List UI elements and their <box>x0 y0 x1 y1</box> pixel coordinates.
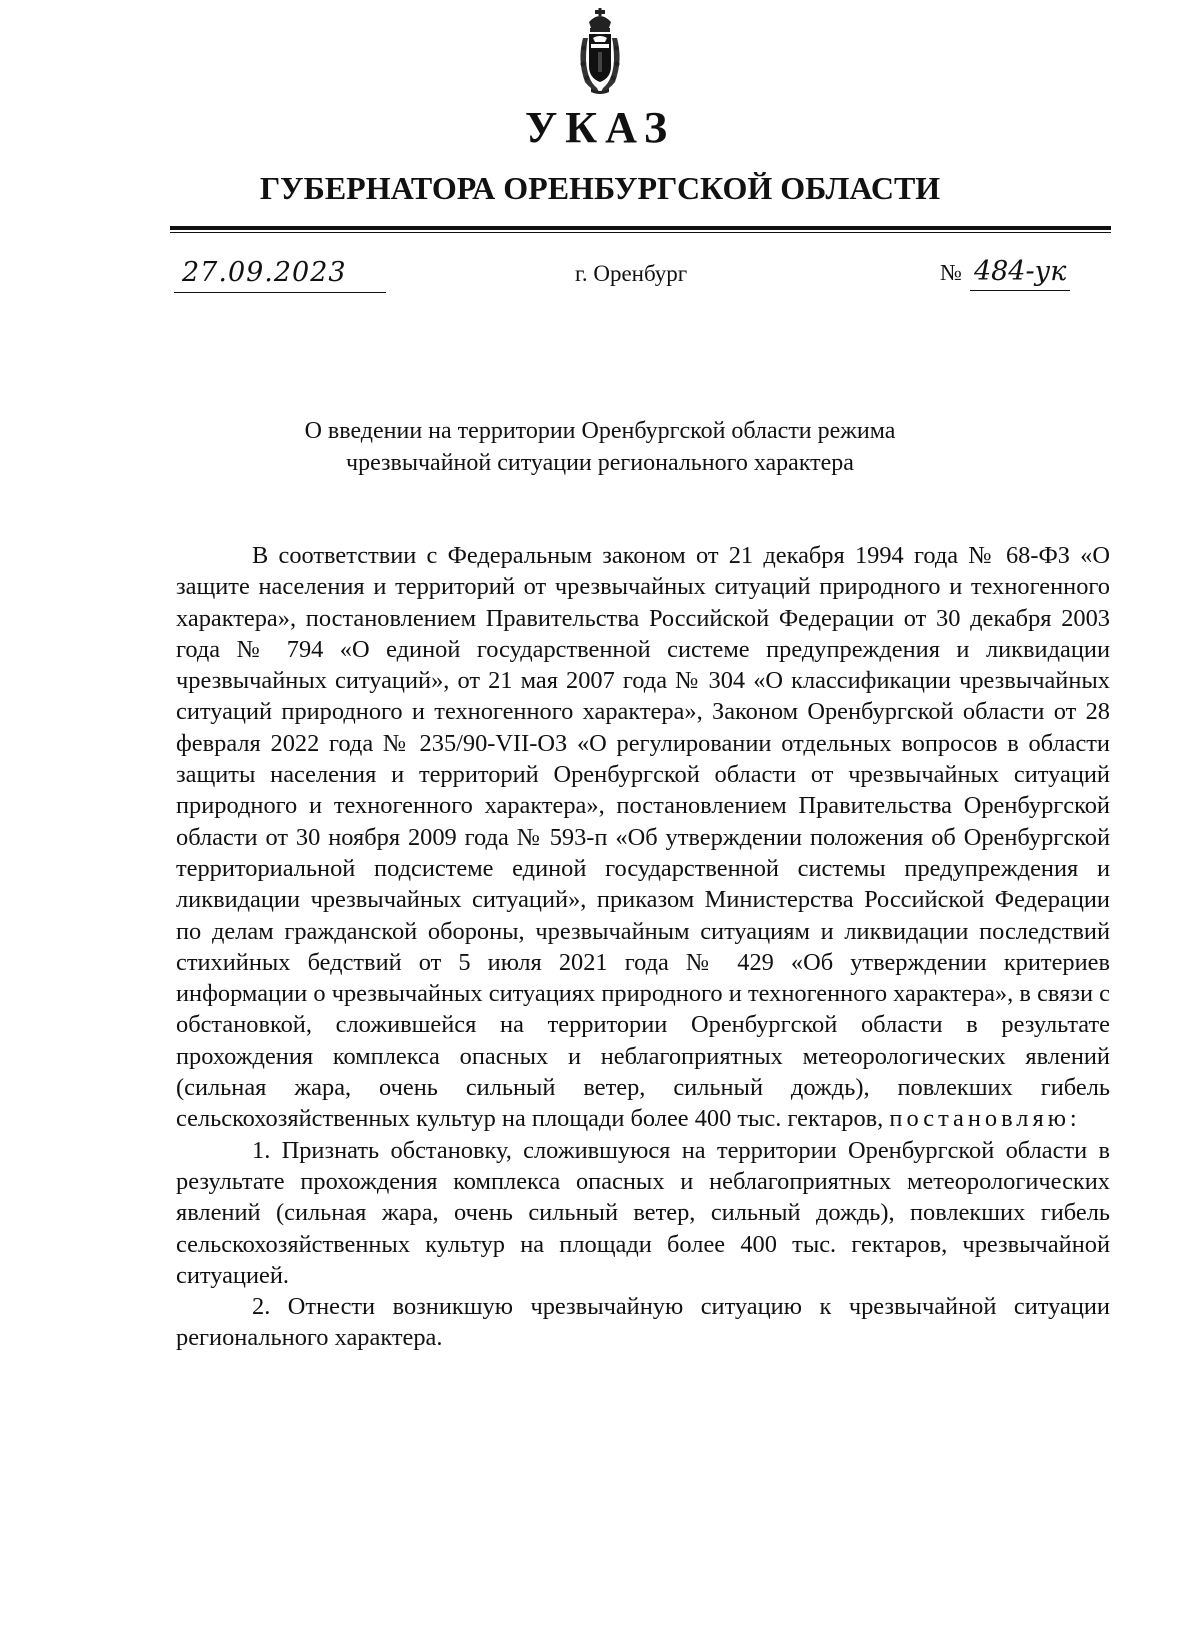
decree-date: 27.09.2023 <box>182 257 347 288</box>
preamble-text: В соответствии с Федеральным законом от 21 декабря 1994 года № 68-ФЗ «О защите населения и территорий от чрезвычайных ситуаций природного и техногенного характера», постановлением Правительства Российской Федерации от 30 декабря 2003 года № 794 «О единой государственной системе предупреждения и ликвидации чрезвычайных ситуаций», от 21 мая 2007 года № 304 «О классификации чрезвычайных ситуаций природного и техногенного характера», Законом Оренбургской области от 28 февраля 2022 года № 235/90-VII-ОЗ «О регулировании отдельных вопросов в области защиты населения и территорий Оренбургской области от чрезвычайных ситуаций природного и техногенного характера», постановлением Правительства Оренбургской области от 30 ноября 2009 года № 593-п «Об утверждении положения об Оренбургской территориальной подсистеме единой государственной системы предупреждения и ликвидации чрезвычайных ситуаций», приказом Министерства Российской Федерации по делам гражданской обороны, чрезвычайным ситуациям и ликвидации последствий стихийных бедствий от 5 июля 2021 года № 429 «Об утверждении критериев информации о чрезвычайных ситуациях природного и техногенного характера», в связи с обстановкой, сложившейся на территории Оренбургской области в результате прохождения комплекса опасных и неблагоприятных метеорологических явлений (сильная жара, очень сильный ветер, сильный дождь), повлекших гибель сельскохозяйственных культур на площади более 400 тыс. гектаров, <box>176 542 1110 1133</box>
issuer-title: ГУБЕРНАТОРА ОРЕНБУРГСКОЙ ОБЛАСТИ <box>259 170 941 206</box>
issue-city: г. Оренбург <box>575 261 688 286</box>
decree-date-field <box>174 256 386 293</box>
decree-number: 484-ук <box>970 254 1070 291</box>
subject-line-2: чрезвычайной ситуации регионального характера <box>346 450 854 476</box>
document-type-title: УКАЗ <box>524 103 676 152</box>
subject-line-1: О введении на территории Оренбургской области режима <box>304 418 896 444</box>
decree-number-field <box>940 254 1070 292</box>
decree-word: постановляю: <box>889 1105 1081 1133</box>
decree-subject <box>0 415 1200 479</box>
decree-item-1: 1. Признать обстановку, сложившуюся на территории Оренбургской области в результате прохождения комплекса опасных и неблагоприятных метеорологических явлений (сильная жара, очень сильный ветер, сильный дождь), повлекших гибель сельскохозяйственных культур на площади более 400 тыс. гектаров, чрезвычайной ситуацией. <box>176 1136 1110 1289</box>
preamble-paragraph <box>176 540 1110 1135</box>
header-divider-thick <box>170 226 1111 230</box>
header-divider-thin <box>170 232 1111 233</box>
decree-body <box>176 540 1110 1354</box>
oblast-coat-of-arms-icon <box>575 8 625 96</box>
number-sign: № <box>940 260 962 285</box>
decree-item-2: 2. Отнести возникшую чрезвычайную ситуацию к чрезвычайной ситуации регионального характера. <box>176 1293 1110 1352</box>
